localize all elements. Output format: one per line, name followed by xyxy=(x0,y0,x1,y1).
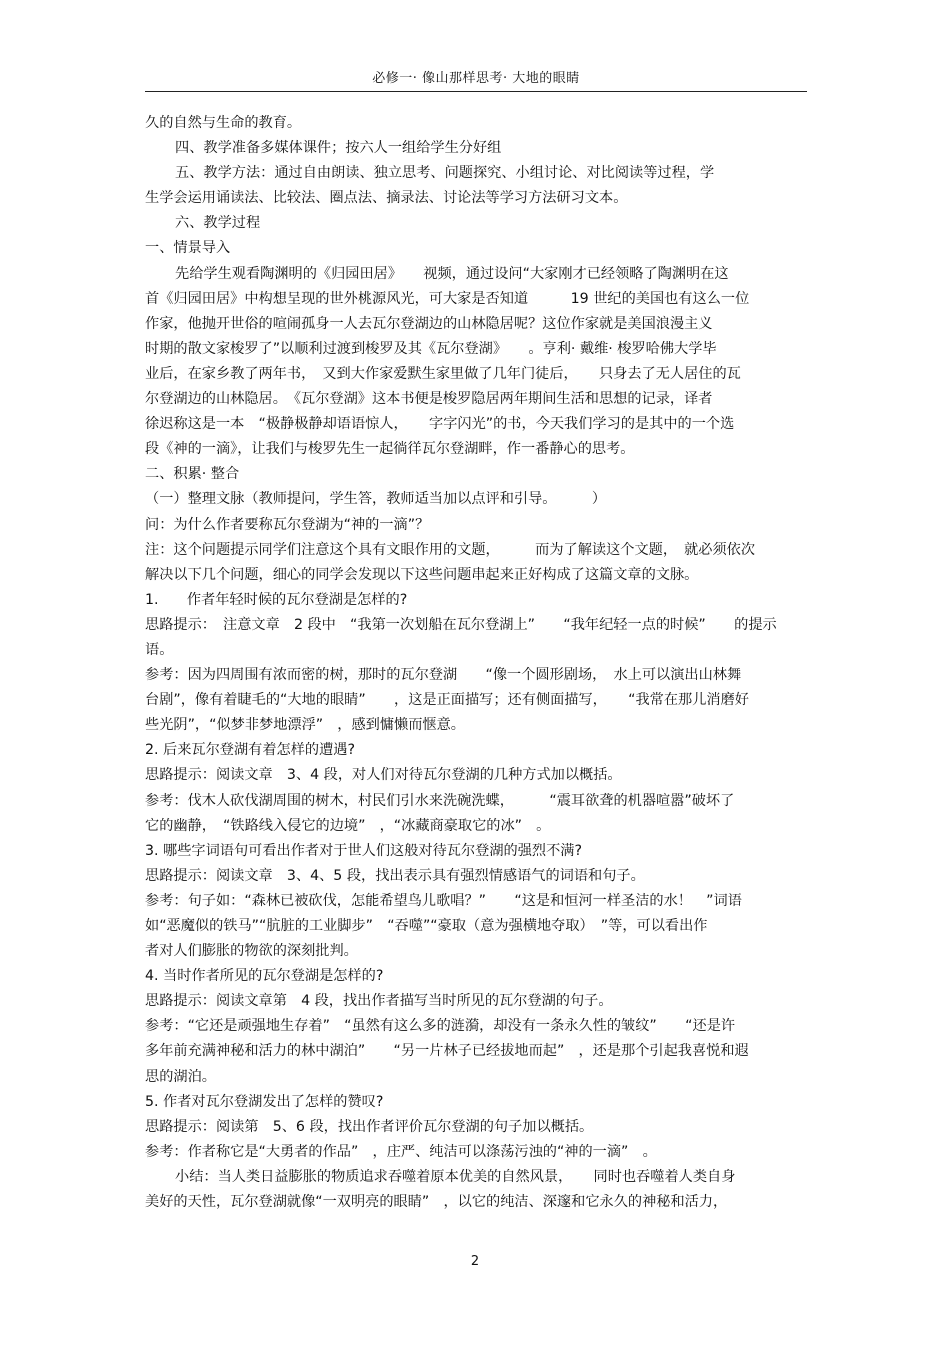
text-line: 业后，在家乡教了两年书， 又到大作家爱默生家里做了几年门徒后， 只身去了无人居住的瓦 xyxy=(145,365,741,382)
text-line: 久的自然与生命的教育。 xyxy=(145,115,302,131)
text-line: 作家，他抛开世俗的喧闹孤身一人去瓦尔登湖边的山林隐居呢？这位作家就是美国浪漫主义 xyxy=(145,315,713,332)
text-line: 3. 哪些字词语句可看出作者对于世人们这般对待瓦尔登湖的强烈不满? xyxy=(145,842,583,859)
text-line: 1. 作者年轻时候的瓦尔登湖是怎样的? xyxy=(145,591,408,608)
text-line: 思路提示： 注意文章 2 段中 “我第一次划船在瓦尔登湖上” “我年纪轻一点的时候” 的提示 xyxy=(145,616,777,633)
text-line: 二、积累· 整合 xyxy=(145,466,240,483)
text-line: 思的湖泊。 xyxy=(145,1068,216,1085)
text-line: 它的幽静， “铁路线入侵它的边境” ，“冰藏商豪取它的冰” 。 xyxy=(145,817,551,834)
text-line: 语。 xyxy=(145,641,174,658)
text-line: （一）整理文脉（教师提问，学生答，教师适当加以点评和引导。 ） xyxy=(145,491,607,508)
text-line: 美好的天性，瓦尔登湖就像“一双明亮的眼睛” ，以它的纯洁、深邃和它永久的神秘和活力， xyxy=(145,1194,728,1211)
document-body xyxy=(145,111,810,1215)
text-line: 问：为什么作者要称瓦尔登湖为“神的一滴”？ xyxy=(145,516,430,533)
text-line: 思路提示：阅读文章 3、4 段，对人们对待瓦尔登湖的几种方式加以概括。 xyxy=(145,767,622,784)
text-line: 参考：伐木人砍伐湖周围的树木，村民们引水来洗碗洗蝶， “震耳欲聋的机器喧嚣”破坏了 xyxy=(145,792,735,809)
text-line: 参考：“它还是顽强地生存着” “虽然有这么多的涟漪，却没有一条永久性的皱纹” “还是许 xyxy=(145,1018,736,1035)
text-line: 一、情景导入 xyxy=(145,240,231,257)
page-number: 2 xyxy=(470,1254,480,1269)
text-line: 4. 当时作者所见的瓦尔登湖是怎样的? xyxy=(145,968,384,985)
text-line: 解决以下几个问题，细心的同学会发现以下这些问题串起来正好构成了这篇文章的文脉。 xyxy=(145,566,699,583)
text-line: 些光阴”，“似梦非梦地漂浮” ，感到慵懒而惬意。 xyxy=(145,717,465,734)
text-line: 小结：当人类日益膨胀的物质追求吞噬着原本优美的自然风景， 同时也吞噬着人类自身 xyxy=(175,1168,736,1185)
text-line: 5. 作者对瓦尔登湖发出了怎样的赞叹? xyxy=(145,1093,384,1110)
running-header: 必修一· 像山那样思考· 大地的眼睛 xyxy=(372,71,580,86)
text-line: 四、教学准备多媒体课件；按六人一组给学生分好组 xyxy=(175,140,502,157)
text-line: 思路提示：阅读文章 3、4、5 段，找出表示具有强烈情感语气的词语和句子。 xyxy=(145,867,645,884)
text-line: 思路提示：阅读文章第 4 段，找出作者描写当时所见的瓦尔登湖的句子。 xyxy=(145,993,613,1010)
text-line: 者对人们膨胀的物欲的深刻批判。 xyxy=(145,943,358,960)
text-line: 2. 后来瓦尔登湖有着怎样的遭遇? xyxy=(145,742,356,759)
text-line: 时期的散文家梭罗了”以顺利过渡到梭罗及其《瓦尔登湖》 。亨利· 戴维· 梭罗哈佛大学毕 xyxy=(145,340,717,357)
text-line: 生学会运用诵读法、比较法、圈点法、摘录法、讨论法等学习方法研习文本。 xyxy=(145,190,628,207)
header-rule xyxy=(145,91,807,92)
text-line: 参考：作者称它是“大勇者的作品” ，庄严、纯洁可以涤荡污浊的“神的一滴” 。 xyxy=(145,1143,657,1160)
text-line: 参考：句子如：“森林已被砍伐，怎能希望鸟儿歌唱？” “这是和恒河一样圣洁的水！ ”词语 xyxy=(145,892,742,909)
text-line: 六、教学过程 xyxy=(175,215,261,232)
text-line: 徐迟称这是一本 “极静极静却语语惊人， 字字闪光”的书，今天我们学习的是其中的一个选 xyxy=(145,416,735,433)
text-line: 多年前充满神秘和活力的林中湖泊” “另一片林子已经拔地而起” ，还是那个引起我喜悦和遐 xyxy=(145,1043,749,1060)
text-line: 先给学生观看陶渊明的《归园田居》 视频，通过设问“大家刚才已经领略了陶渊明在这 xyxy=(175,265,729,282)
text-line: 尔登湖边的山林隐居。 《瓦尔登湖》这本书便是梭罗隐居两年期间生活和思想的记录，译者 xyxy=(145,391,713,408)
text-line: 首《归园田居》中构想呈现的世外桃源风光，可大家是否知道 19 世纪的美国也有这么一位 xyxy=(145,290,750,307)
text-line: 参考：因为四周围有浓而密的树，那时的瓦尔登湖 “像一个圆形剧场， 水上可以演出山林舞 xyxy=(145,667,742,684)
text-line: 台剧”，像有着睫毛的“大地的眼睛” ，这是正面描写；还有侧面描写， “我常在那儿消磨好 xyxy=(145,692,749,709)
text-line: 如“恶魔似的铁马”“肮脏的工业脚步” “吞噬”“豪取（意为强横地夺取） ”等，可以看出作 xyxy=(145,918,708,934)
text-line: 思路提示：阅读第 5、6 段，找出作者评价瓦尔登湖的句子加以概括。 xyxy=(145,1118,594,1135)
text-line: 注：这个问题提示同学们注意这个具有文眼作用的文题， 而为了解读这个文题， 就必须依次 xyxy=(145,541,756,558)
text-line: 五、教学方法：通过自由朗读、独立思考、问题探究、小组讨论、对比阅读等过程，学 xyxy=(175,165,715,182)
text-line: 段《神的一滴》，让我们与梭罗先生一起徜徉瓦尔登湖畔，作一番静心的思考。 xyxy=(145,441,635,458)
